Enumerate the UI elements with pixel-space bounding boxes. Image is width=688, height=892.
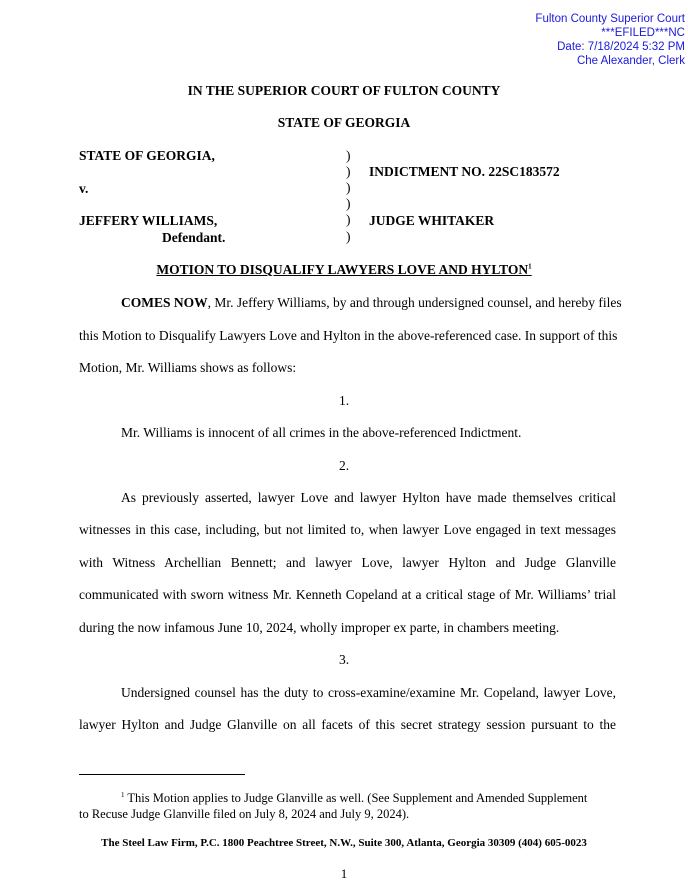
footnote-ref: 1 [528, 262, 532, 271]
paragraph-number: 3. [338, 652, 350, 667]
paragraph-2-line: with Witness Archellian Bennett; and lawyer Love, lawyer Hylton and Judge Glanville [79, 555, 616, 570]
intro-lead: COMES NOW [121, 295, 208, 310]
paragraph-2-line: communicated with sworn witness Mr. Kenneth Copeland at a critical stage of Mr. Williams’ trial [79, 587, 616, 602]
caption-paren: ) [346, 212, 351, 227]
footnote-mark: 1 [121, 791, 125, 799]
stamp-date: Date: 7/18/2024 5:32 PM [557, 41, 685, 53]
footnote-divider [79, 774, 245, 775]
footnote-text: This Motion applies to Judge Glanville as well. (See Supplement and Amended Supplement [124, 791, 588, 806]
intro-line2: this Motion to Disqualify Lawyers Love and Hylton in the above-referenced case. In support of this [79, 328, 618, 343]
court-name: IN THE SUPERIOR COURT OF FULTON COUNTY [187, 83, 501, 98]
caption-paren: ) [346, 180, 351, 195]
plaintiff: STATE OF GEORGIA, [79, 148, 215, 163]
stamp-clerk: Che Alexander, Clerk [576, 55, 685, 67]
indictment-number: INDICTMENT NO. 22SC183572 [369, 164, 560, 179]
paragraph-1-line: Mr. Williams is innocent of all crimes in the above-referenced Indictment. [121, 425, 522, 440]
paragraph-2-line: during the now infamous June 10, 2024, wholly improper ex parte, in chambers meeting. [79, 620, 560, 635]
caption-paren: ) [346, 148, 351, 163]
caption-paren: ) [346, 164, 351, 179]
paragraph-number: 1. [338, 393, 350, 408]
intro-line1: , Mr. Jeffery Williams, by and through undersigned counsel, and hereby files [207, 295, 622, 310]
stamp-court: Fulton County Superior Court [535, 13, 685, 25]
judge-name: JUDGE WHITAKER [369, 213, 495, 228]
firm-footer: The Steel Law Firm, P.C. 1800 Peachtree Street, N.W., Suite 300, Atlanta, Georgia 30309 (404) 605-0023 [101, 837, 587, 849]
defendant-role: Defendant. [162, 230, 226, 245]
defendant-name: JEFFERY WILLIAMS, [79, 213, 218, 228]
footnote-line2: to Recuse Judge Glanville filed on July 8, 2024 and July 9, 2024). [79, 807, 410, 821]
footnote-line1 [121, 791, 616, 806]
versus: v. [79, 181, 89, 196]
motion-title-text: MOTION TO DISQUALIFY LAWYERS LOVE AND HYLTON [156, 262, 529, 277]
intro-line [121, 295, 622, 311]
efile-stamp [535, 12, 685, 68]
motion-title [0, 262, 688, 278]
court-state: STATE OF GEORGIA [277, 115, 411, 130]
paragraph-2-line: witnesses in this case, including, but not limited to, when lawyer Love engaged in text messages [79, 522, 616, 537]
caption-paren: ) [346, 229, 351, 244]
paragraph-number: 2. [338, 458, 350, 473]
paragraph-2-line: As previously asserted, lawyer Love and lawyer Hylton have made themselves critical [121, 490, 616, 505]
page-number: 1 [340, 866, 348, 881]
paragraph-3-line: lawyer Hylton and Judge Glanville on all facets of this secret strategy session pursuant to the [79, 717, 616, 732]
paragraph-3-line: Undersigned counsel has the duty to cross-examine/examine Mr. Copeland, lawyer Love, [121, 685, 616, 700]
caption-paren: ) [346, 196, 351, 211]
stamp-efiled: ***EFILED***NC [601, 27, 685, 39]
intro-line3: Motion, Mr. Williams shows as follows: [79, 360, 297, 375]
